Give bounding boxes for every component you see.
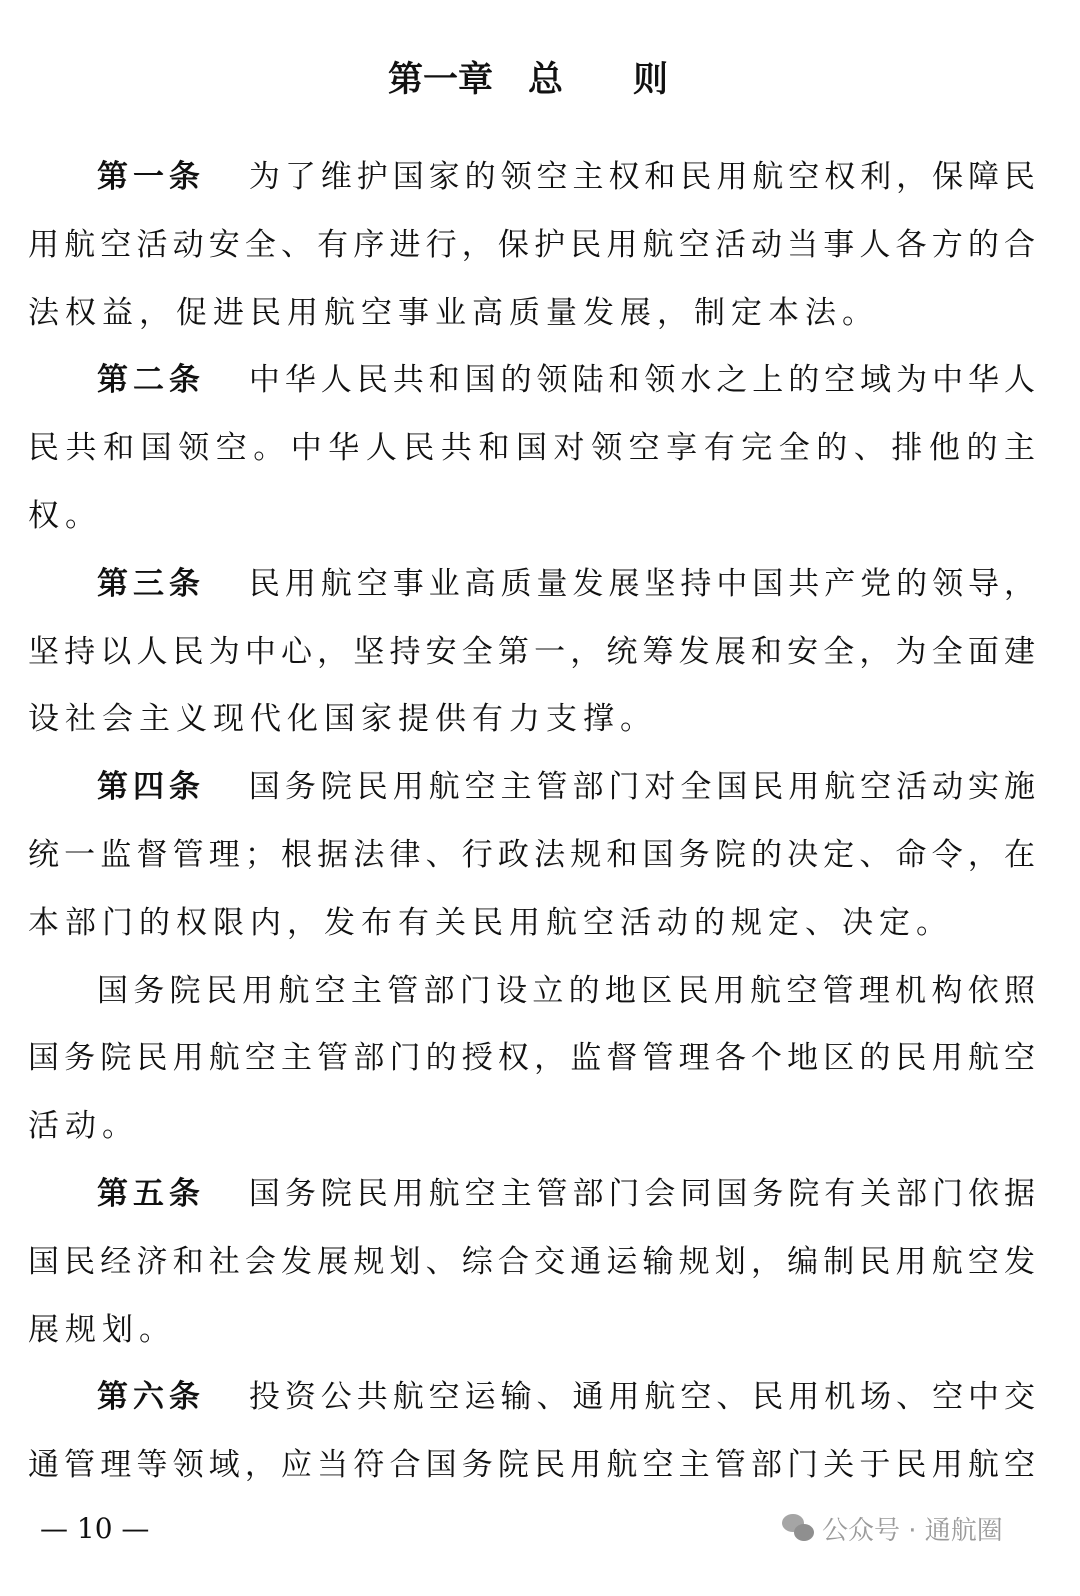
article-label: 第一条 [97, 159, 205, 195]
article-line: 本部门的权限内，发布有关民用航空活动的规定、决定。 [28, 904, 953, 941]
article-label: 第二条 [97, 362, 205, 399]
article-text: 国务院民用航空主管部门对全国民用航空活动实施 [248, 769, 1035, 806]
article-line: 国务院民用航空主管部门设立的地区民用航空管理机构依照 [97, 972, 1035, 1009]
article-line: 活动。 [28, 1108, 139, 1145]
watermark [782, 1510, 1003, 1547]
watermark-text: 公众号 · 通航圈 [822, 1516, 1003, 1546]
article-text: 国务院民用航空主管部门会同国务院有关部门依据 [248, 1175, 1035, 1212]
article-line: 民共和国领空。中华人民共和国对领空享有完全的、排他的主 [28, 430, 1035, 467]
article-line: 用航空活动安全、有序进行，保护民用航空活动当事人各方的合 [28, 226, 1035, 263]
article-label: 第三条 [97, 565, 205, 602]
article-line [28, 1364, 1035, 1432]
article-line [28, 754, 1035, 822]
article-text: 中华人民共和国的领陆和领水之上的空域为中华人 [248, 362, 1035, 399]
article-label: 第四条 [97, 769, 205, 806]
article-line [28, 551, 1035, 619]
article-line: 通管理等领域，应当符合国务院民用航空主管部门关于民用航空 [28, 1447, 1035, 1484]
page-number: — 10 — [40, 1512, 150, 1545]
article-line: 展规划。 [28, 1311, 176, 1348]
article-text: 为了维护国家的领空主权和民用航空权利，保障民 [248, 159, 1035, 195]
article-line: 坚持以人民为中心，坚持安全第一，统筹发展和安全，为全面建 [28, 633, 1035, 670]
article-line: 国务院民用航空主管部门的授权，监督管理各个地区的民用航空 [28, 1040, 1035, 1077]
article-label: 第五条 [97, 1175, 205, 1212]
article-line [28, 1161, 1035, 1229]
article-line [28, 144, 1035, 212]
document-body [28, 144, 1035, 1500]
article-line: 法权益，促进民用航空事业高质量发展，制定本法。 [28, 294, 879, 331]
wechat-icon [782, 1514, 816, 1544]
article-line: 国民经济和社会发展规划、综合交通运输规划，编制民用航空发 [28, 1243, 1035, 1280]
article-text: 民用航空事业高质量发展坚持中国共产党的领导， [248, 565, 1035, 602]
article-line: 统一监督管理；根据法律、行政法规和国务院的决定、命令，在 [28, 836, 1035, 873]
article-line: 设社会主义现代化国家提供有力支撑。 [28, 701, 657, 738]
article-text: 投资公共航空运输、通用航空、民用机场、空中交 [248, 1379, 1035, 1416]
chapter-title: 第一章 总 则 [388, 59, 669, 100]
article-line [28, 347, 1035, 415]
article-line: 权。 [28, 497, 102, 534]
article-label: 第六条 [97, 1379, 205, 1416]
